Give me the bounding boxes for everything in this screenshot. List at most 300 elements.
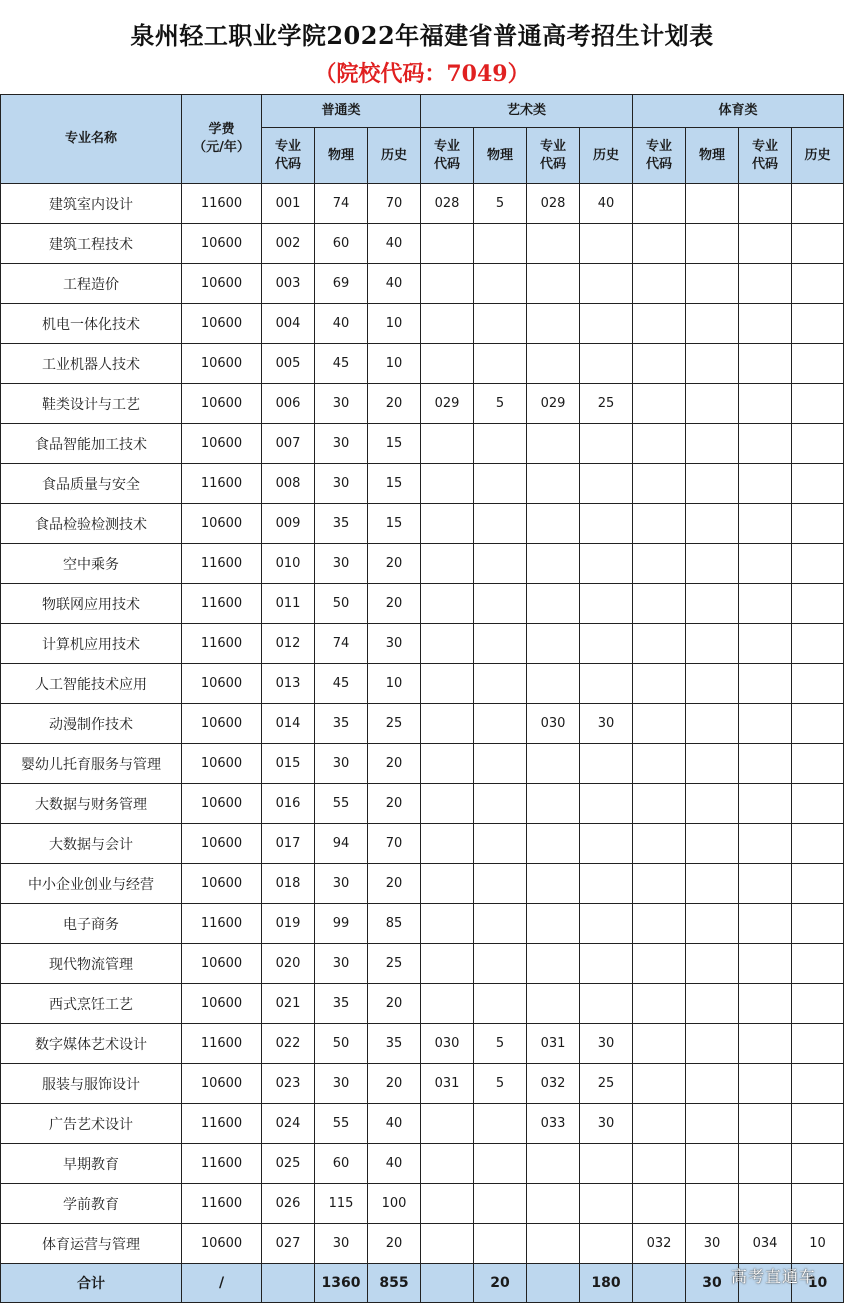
- header-tuition-line2: （元/年）: [193, 140, 250, 155]
- cell-art-physics: [474, 784, 527, 824]
- cell-art-history: [580, 824, 633, 864]
- cell-general-physics: 30: [315, 464, 368, 504]
- table-row: [1, 224, 844, 264]
- cell-sports-code-1: [633, 424, 686, 464]
- cell-sports-code-1: [633, 824, 686, 864]
- cell-general-physics: 30: [315, 864, 368, 904]
- table-body: [1, 184, 844, 1264]
- table-row: [1, 584, 844, 624]
- cell-major-name: 动漫制作技术: [1, 704, 182, 744]
- cell-tuition: 10600: [182, 824, 262, 864]
- cell-sports-physics: [686, 1024, 739, 1064]
- header-sports-code-2: [739, 128, 792, 184]
- cell-major-name: 鞋类设计与工艺: [1, 384, 182, 424]
- cell-art-code-1: [421, 504, 474, 544]
- cell-art-code-2: [527, 664, 580, 704]
- cell-sports-code-2: [739, 864, 792, 904]
- cell-tuition: 10600: [182, 784, 262, 824]
- cell-sports-physics: [686, 904, 739, 944]
- cell-sports-physics: [686, 784, 739, 824]
- cell-sports-code-1: [633, 224, 686, 264]
- code-label-line1: 专业: [540, 138, 567, 154]
- cell-sports-physics: [686, 544, 739, 584]
- cell-general-history: 15: [368, 424, 421, 464]
- table-row: [1, 384, 844, 424]
- cell-sports-history: [792, 184, 844, 224]
- cell-art-code-1: [421, 1104, 474, 1144]
- cell-general-code: 004: [262, 304, 315, 344]
- cell-art-history: [580, 744, 633, 784]
- cell-general-history: 100: [368, 1184, 421, 1224]
- header-art-physics: 物理: [474, 128, 527, 184]
- cell-sports-code-2: [739, 224, 792, 264]
- cell-sports-history: [792, 464, 844, 504]
- cell-sports-code-2: [739, 1024, 792, 1064]
- header-art-code-1: [421, 128, 474, 184]
- cell-general-physics: 35: [315, 704, 368, 744]
- cell-sports-code-1: [633, 784, 686, 824]
- cell-major-name: 体育运营与管理: [1, 1224, 182, 1264]
- cell-art-history: [580, 984, 633, 1024]
- cell-sports-code-1: [633, 944, 686, 984]
- cell-major-name: 工业机器人技术: [1, 344, 182, 384]
- cell-art-code-1: 030: [421, 1024, 474, 1064]
- cell-sports-code-2: [739, 904, 792, 944]
- table-row: [1, 304, 844, 344]
- cell-art-code-2: [527, 984, 580, 1024]
- cell-sports-physics: [686, 584, 739, 624]
- cell-sports-physics: [686, 984, 739, 1024]
- cell-sports-history: [792, 584, 844, 624]
- cell-sports-history: [792, 384, 844, 424]
- header-general-physics: 物理: [315, 128, 368, 184]
- cell-general-history: 20: [368, 584, 421, 624]
- cell-tuition: 11600: [182, 624, 262, 664]
- cell-sports-code-2: [739, 544, 792, 584]
- cell-major-name: 广告艺术设计: [1, 1104, 182, 1144]
- cell-art-code-1: [421, 344, 474, 384]
- cell-sports-physics: [686, 664, 739, 704]
- cell-general-code: 001: [262, 184, 315, 224]
- cell-general-history: 20: [368, 984, 421, 1024]
- total-sports-physics: 30: [686, 1264, 739, 1303]
- cell-sports-history: [792, 1144, 844, 1184]
- table-row: [1, 1144, 844, 1184]
- header-group-sports: 体育类: [633, 95, 844, 128]
- cell-art-code-1: [421, 1224, 474, 1264]
- table-row: [1, 464, 844, 504]
- cell-general-code: 005: [262, 344, 315, 384]
- cell-art-code-1: 031: [421, 1064, 474, 1104]
- cell-major-name: 建筑工程技术: [1, 224, 182, 264]
- cell-general-physics: 45: [315, 664, 368, 704]
- cell-sports-history: [792, 824, 844, 864]
- cell-sports-code-1: [633, 1184, 686, 1224]
- cell-sports-code-2: [739, 664, 792, 704]
- cell-general-history: 70: [368, 824, 421, 864]
- cell-general-history: 20: [368, 1224, 421, 1264]
- cell-general-history: 20: [368, 384, 421, 424]
- cell-tuition: 11600: [182, 904, 262, 944]
- cell-general-history: 10: [368, 304, 421, 344]
- cell-art-code-2: [527, 744, 580, 784]
- cell-major-name: 计算机应用技术: [1, 624, 182, 664]
- cell-art-history: [580, 504, 633, 544]
- cell-sports-physics: [686, 224, 739, 264]
- cell-sports-code-1: [633, 664, 686, 704]
- cell-sports-physics: [686, 424, 739, 464]
- cell-sports-physics: [686, 1104, 739, 1144]
- cell-sports-code-2: [739, 1184, 792, 1224]
- cell-sports-history: [792, 344, 844, 384]
- institution-code: （院校代码：7049）: [314, 61, 530, 87]
- cell-art-code-2: [527, 944, 580, 984]
- cell-sports-code-2: [739, 624, 792, 664]
- cell-tuition: 11600: [182, 544, 262, 584]
- cell-art-history: [580, 1184, 633, 1224]
- cell-sports-physics: [686, 344, 739, 384]
- cell-art-history: [580, 224, 633, 264]
- cell-general-history: 15: [368, 464, 421, 504]
- cell-art-code-2: [527, 824, 580, 864]
- cell-general-code: 024: [262, 1104, 315, 1144]
- cell-art-history: 30: [580, 704, 633, 744]
- cell-art-code-2: [527, 1144, 580, 1184]
- cell-tuition: 10600: [182, 744, 262, 784]
- cell-sports-code-1: [633, 504, 686, 544]
- cell-tuition: 11600: [182, 1144, 262, 1184]
- header-tuition-line1: 学费: [208, 122, 235, 137]
- code-label-line2: 代码: [434, 156, 461, 172]
- cell-general-physics: 55: [315, 1104, 368, 1144]
- cell-art-code-1: [421, 424, 474, 464]
- cell-art-physics: [474, 584, 527, 624]
- cell-art-code-1: [421, 624, 474, 664]
- cell-general-physics: 74: [315, 184, 368, 224]
- cell-sports-history: [792, 864, 844, 904]
- table-row: [1, 664, 844, 704]
- cell-general-code: 015: [262, 744, 315, 784]
- cell-general-history: 70: [368, 184, 421, 224]
- cell-art-code-1: [421, 904, 474, 944]
- cell-general-code: 020: [262, 944, 315, 984]
- cell-art-code-2: [527, 784, 580, 824]
- cell-sports-physics: [686, 1144, 739, 1184]
- cell-art-code-2: [527, 464, 580, 504]
- cell-sports-history: [792, 624, 844, 664]
- cell-art-physics: [474, 704, 527, 744]
- cell-art-physics: [474, 304, 527, 344]
- cell-sports-history: [792, 544, 844, 584]
- cell-sports-code-2: [739, 944, 792, 984]
- cell-major-name: 食品智能加工技术: [1, 424, 182, 464]
- cell-sports-physics: [686, 944, 739, 984]
- table-header: [1, 95, 844, 184]
- code-label-line2: 代码: [646, 156, 673, 172]
- cell-sports-code-2: [739, 1104, 792, 1144]
- cell-sports-history: [792, 944, 844, 984]
- cell-art-physics: [474, 664, 527, 704]
- cell-general-physics: 55: [315, 784, 368, 824]
- cell-major-name: 西式烹饪工艺: [1, 984, 182, 1024]
- cell-art-history: [580, 624, 633, 664]
- table-row: [1, 624, 844, 664]
- cell-general-code: 009: [262, 504, 315, 544]
- cell-general-code: 025: [262, 1144, 315, 1184]
- cell-sports-code-1: [633, 384, 686, 424]
- cell-art-code-2: [527, 624, 580, 664]
- cell-sports-history: 10: [792, 1224, 844, 1264]
- cell-sports-code-1: [633, 464, 686, 504]
- cell-general-physics: 50: [315, 1024, 368, 1064]
- cell-general-code: 022: [262, 1024, 315, 1064]
- cell-general-code: 016: [262, 784, 315, 824]
- cell-art-code-2: 033: [527, 1104, 580, 1144]
- cell-major-name: 早期教育: [1, 1144, 182, 1184]
- cell-art-history: 30: [580, 1104, 633, 1144]
- cell-sports-physics: 30: [686, 1224, 739, 1264]
- total-sports-history: 10: [792, 1264, 844, 1303]
- cell-art-physics: [474, 224, 527, 264]
- total-art-code-2: [527, 1264, 580, 1303]
- cell-tuition: 10600: [182, 504, 262, 544]
- cell-art-history: 25: [580, 384, 633, 424]
- cell-art-code-2: [527, 904, 580, 944]
- cell-major-name: 服装与服饰设计: [1, 1064, 182, 1104]
- cell-tuition: 11600: [182, 184, 262, 224]
- cell-art-history: [580, 864, 633, 904]
- cell-sports-code-2: [739, 1144, 792, 1184]
- table-row: [1, 1104, 844, 1144]
- cell-sports-code-1: [633, 624, 686, 664]
- cell-art-code-1: [421, 984, 474, 1024]
- cell-sports-code-1: [633, 984, 686, 1024]
- cell-general-physics: 30: [315, 944, 368, 984]
- header-tuition: [182, 95, 262, 184]
- cell-art-physics: [474, 544, 527, 584]
- cell-art-code-2: [527, 424, 580, 464]
- cell-major-name: 食品质量与安全: [1, 464, 182, 504]
- cell-art-code-2: [527, 304, 580, 344]
- cell-art-physics: [474, 1104, 527, 1144]
- cell-general-code: 019: [262, 904, 315, 944]
- cell-sports-history: [792, 264, 844, 304]
- cell-major-name: 数字媒体艺术设计: [1, 1024, 182, 1064]
- cell-sports-code-2: [739, 264, 792, 304]
- cell-tuition: 10600: [182, 264, 262, 304]
- cell-art-code-1: [421, 1144, 474, 1184]
- cell-sports-history: [792, 664, 844, 704]
- cell-art-code-2: [527, 584, 580, 624]
- cell-tuition: 10600: [182, 424, 262, 464]
- cell-sports-code-2: 034: [739, 1224, 792, 1264]
- total-label: 合计: [1, 1264, 182, 1303]
- cell-art-history: 30: [580, 1024, 633, 1064]
- cell-art-code-1: [421, 264, 474, 304]
- cell-art-physics: [474, 1144, 527, 1184]
- cell-general-history: 25: [368, 944, 421, 984]
- table-row: [1, 184, 844, 224]
- cell-art-physics: [474, 944, 527, 984]
- cell-general-physics: 74: [315, 624, 368, 664]
- cell-sports-history: [792, 304, 844, 344]
- cell-art-physics: [474, 1184, 527, 1224]
- cell-sports-history: [792, 1184, 844, 1224]
- cell-art-history: 25: [580, 1064, 633, 1104]
- header-major-name: 专业名称: [1, 95, 182, 184]
- cell-art-code-1: [421, 584, 474, 624]
- cell-sports-code-1: [633, 304, 686, 344]
- cell-major-name: 中小企业创业与经营: [1, 864, 182, 904]
- header-group-general: 普通类: [262, 95, 421, 128]
- cell-major-name: 学前教育: [1, 1184, 182, 1224]
- cell-general-physics: 69: [315, 264, 368, 304]
- code-label-line1: 专业: [434, 138, 461, 154]
- cell-sports-physics: [686, 464, 739, 504]
- cell-sports-code-1: [633, 704, 686, 744]
- cell-tuition: 10600: [182, 1224, 262, 1264]
- cell-general-physics: 115: [315, 1184, 368, 1224]
- cell-sports-code-2: [739, 584, 792, 624]
- cell-general-physics: 60: [315, 1144, 368, 1184]
- cell-art-physics: [474, 624, 527, 664]
- cell-tuition: 11600: [182, 584, 262, 624]
- cell-major-name: 电子商务: [1, 904, 182, 944]
- cell-general-code: 008: [262, 464, 315, 504]
- cell-art-code-1: 029: [421, 384, 474, 424]
- cell-sports-physics: [686, 504, 739, 544]
- table-row: [1, 1024, 844, 1064]
- cell-general-history: 35: [368, 1024, 421, 1064]
- cell-general-history: 85: [368, 904, 421, 944]
- cell-sports-code-1: [633, 1144, 686, 1184]
- cell-sports-code-1: [633, 184, 686, 224]
- cell-art-history: [580, 784, 633, 824]
- cell-tuition: 10600: [182, 864, 262, 904]
- cell-sports-code-1: [633, 544, 686, 584]
- cell-general-history: 40: [368, 1104, 421, 1144]
- cell-sports-physics: [686, 704, 739, 744]
- cell-tuition: 10600: [182, 224, 262, 264]
- table-row: [1, 904, 844, 944]
- total-art-history: 180: [580, 1264, 633, 1303]
- cell-general-code: 006: [262, 384, 315, 424]
- cell-sports-code-2: [739, 704, 792, 744]
- table-row: [1, 544, 844, 584]
- cell-sports-code-1: [633, 584, 686, 624]
- cell-sports-history: [792, 1104, 844, 1144]
- cell-sports-physics: [686, 264, 739, 304]
- cell-sports-code-2: [739, 824, 792, 864]
- cell-art-code-2: [527, 344, 580, 384]
- code-label-line1: 专业: [752, 138, 779, 154]
- cell-sports-history: [792, 1024, 844, 1064]
- cell-art-physics: [474, 424, 527, 464]
- cell-art-physics: [474, 824, 527, 864]
- cell-general-physics: 45: [315, 344, 368, 384]
- cell-art-code-2: [527, 544, 580, 584]
- cell-general-physics: 30: [315, 1064, 368, 1104]
- enrollment-plan-table: [0, 94, 844, 1303]
- cell-sports-physics: [686, 824, 739, 864]
- cell-general-code: 003: [262, 264, 315, 304]
- cell-sports-code-1: [633, 264, 686, 304]
- cell-general-code: 018: [262, 864, 315, 904]
- cell-tuition: 11600: [182, 1184, 262, 1224]
- cell-tuition: 10600: [182, 1064, 262, 1104]
- cell-sports-physics: [686, 1184, 739, 1224]
- cell-art-code-2: [527, 504, 580, 544]
- cell-general-code: 017: [262, 824, 315, 864]
- cell-general-history: 15: [368, 504, 421, 544]
- cell-art-code-2: 028: [527, 184, 580, 224]
- cell-tuition: 10600: [182, 304, 262, 344]
- cell-tuition: 11600: [182, 1024, 262, 1064]
- cell-general-history: 20: [368, 1064, 421, 1104]
- cell-major-name: 机电一体化技术: [1, 304, 182, 344]
- total-general-history: 855: [368, 1264, 421, 1303]
- cell-art-physics: [474, 904, 527, 944]
- table-row: [1, 424, 844, 464]
- cell-art-physics: 5: [474, 184, 527, 224]
- table-row: [1, 704, 844, 744]
- cell-sports-code-2: [739, 1064, 792, 1104]
- cell-tuition: 10600: [182, 704, 262, 744]
- total-art-physics: 20: [474, 1264, 527, 1303]
- cell-sports-code-1: [633, 864, 686, 904]
- cell-tuition: 11600: [182, 464, 262, 504]
- cell-art-code-1: [421, 824, 474, 864]
- cell-major-name: 物联网应用技术: [1, 584, 182, 624]
- cell-sports-code-1: 032: [633, 1224, 686, 1264]
- header-sports-history: 历史: [792, 128, 844, 184]
- cell-general-code: 026: [262, 1184, 315, 1224]
- cell-art-code-2: [527, 224, 580, 264]
- cell-major-name: 大数据与会计: [1, 824, 182, 864]
- cell-art-code-2: 031: [527, 1024, 580, 1064]
- cell-general-code: 023: [262, 1064, 315, 1104]
- cell-art-physics: [474, 504, 527, 544]
- cell-art-physics: 5: [474, 384, 527, 424]
- cell-art-code-2: [527, 1184, 580, 1224]
- cell-sports-physics: [686, 184, 739, 224]
- cell-art-physics: [474, 264, 527, 304]
- cell-general-history: 20: [368, 784, 421, 824]
- cell-art-code-1: [421, 1184, 474, 1224]
- table-footer: [1, 1264, 844, 1303]
- header-art-code-2: [527, 128, 580, 184]
- cell-art-physics: [474, 744, 527, 784]
- cell-general-history: 25: [368, 704, 421, 744]
- cell-art-history: 40: [580, 184, 633, 224]
- cell-general-physics: 30: [315, 424, 368, 464]
- cell-art-code-2: [527, 264, 580, 304]
- cell-art-history: [580, 664, 633, 704]
- cell-sports-physics: [686, 864, 739, 904]
- cell-art-physics: [474, 344, 527, 384]
- cell-general-history: 40: [368, 1144, 421, 1184]
- total-sports-code-1: [633, 1264, 686, 1303]
- cell-art-code-1: 028: [421, 184, 474, 224]
- cell-art-code-1: [421, 224, 474, 264]
- cell-art-physics: [474, 984, 527, 1024]
- code-label-line2: 代码: [274, 156, 301, 172]
- cell-sports-code-2: [739, 304, 792, 344]
- code-label-line1: 专业: [646, 138, 673, 154]
- cell-sports-code-2: [739, 424, 792, 464]
- cell-art-code-2: 029: [527, 384, 580, 424]
- cell-art-physics: [474, 1224, 527, 1264]
